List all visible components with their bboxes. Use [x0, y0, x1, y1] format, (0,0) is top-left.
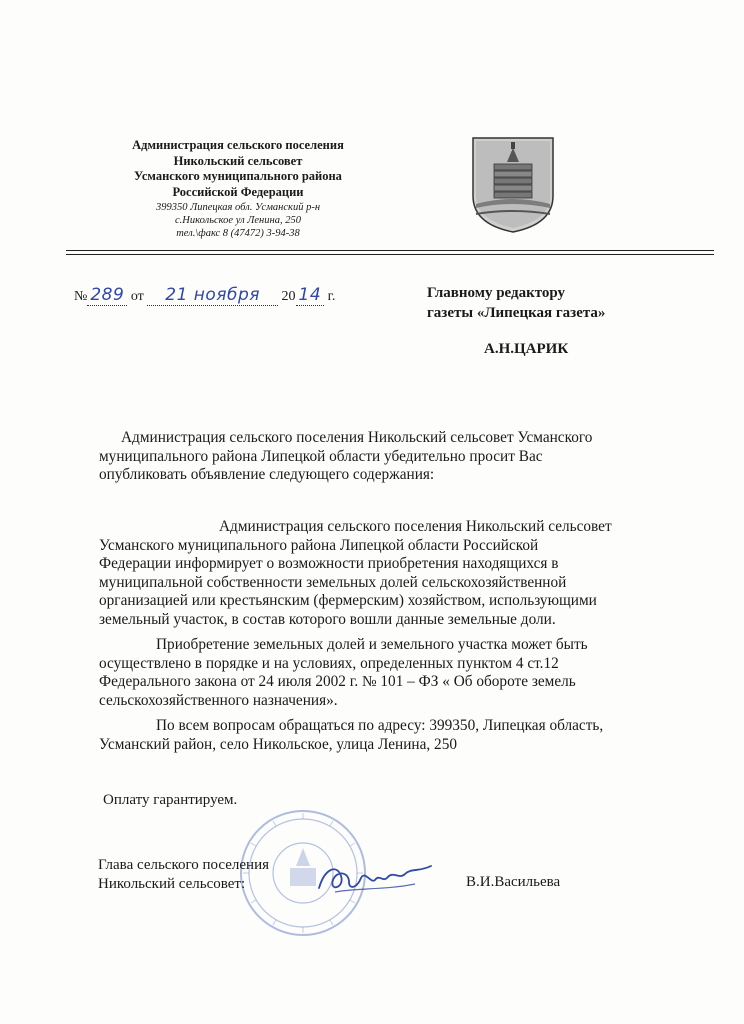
contact-paragraph [99, 717, 689, 754]
from-label: от [130, 289, 144, 304]
address-line: тел.\факс 8 (47472) 3-94-38 [176, 228, 300, 239]
org-line: Усманского муниципального района [134, 169, 342, 183]
text-line: земельный участок, в состав которого вошли данные земельные доли. [99, 610, 556, 628]
address-line: с.Никольское ул Ленина, 250 [175, 215, 301, 226]
addressee-name: А.Н.ЦАРИК [484, 341, 569, 357]
header-divider-thin [66, 254, 714, 255]
text-line: Приобретение земельных долей и земельного участка может быть [156, 636, 588, 653]
number-sign: № [74, 289, 88, 304]
org-line: Никольский сельсовет [173, 153, 303, 168]
text-line: Федерации информирует о возможности приобретения находящихся в [99, 555, 559, 573]
signatory-title [98, 856, 269, 893]
handwritten-signature-icon [315, 858, 435, 898]
text-line: муниципального района Липецкой области убедительно просит Вас [99, 447, 543, 465]
text-line: организацией или крестьянским (фермерским) хозяйством, использующими [99, 592, 597, 610]
document-year: 14 [296, 285, 325, 306]
document-number: 289 [87, 285, 127, 306]
title-line: Глава сельского поселения [98, 857, 270, 873]
org-line: Администрация сельского поселения [132, 138, 344, 152]
addressee-block [427, 283, 605, 323]
text-line: опубликовать объявление следующего содержания: [99, 466, 435, 484]
text-line: муниципальной собственности земельных долей сельскохозяйственной [99, 573, 567, 591]
text-line: Администрация сельского поселения Никольский сельсовет [219, 518, 612, 535]
text-line: Федерального закона от 24 июля 2002 г. № 101 – ФЗ « Об обороте земель [99, 673, 576, 691]
text-line: Усманский район, село Никольское, улица Ленина, 250 [99, 735, 457, 753]
law-paragraph [99, 636, 689, 710]
text-line: Усманского муниципального района Липецкой области Российской [99, 536, 539, 554]
intro-paragraph [99, 429, 689, 485]
signatory-name: В.И.Васильева [466, 874, 561, 890]
addressee-line: Главному редактору [427, 285, 566, 301]
registration-line [74, 285, 335, 305]
year-suffix: г. [327, 289, 336, 304]
organization-name [98, 138, 378, 200]
organization-address [98, 201, 378, 240]
title-line: Никольский сельсовет: [98, 875, 246, 892]
year-prefix: 20 [281, 289, 296, 304]
header-divider [66, 250, 714, 251]
text-line: осуществлено в порядке и на условиях, определенных пунктом 4 ст.12 [99, 654, 559, 672]
text-line: Администрация сельского поселения Никольский сельсовет Усманского [121, 429, 593, 446]
announcement-paragraph [99, 518, 689, 630]
text-line: По всем вопросам обращаться по адресу: 399350, Липецкая область, [156, 717, 604, 734]
coat-of-arms-icon [470, 134, 556, 234]
text-line: сельскохозяйственного назначения». [99, 691, 338, 709]
addressee-line: газеты «Липецкая газета» [427, 305, 606, 321]
payment-note: Оплату гарантируем. [103, 792, 238, 808]
document-date: 21 ноября [147, 285, 278, 306]
org-line: Российской Федерации [172, 184, 304, 199]
address-line: 399350 Липецкая обл. Усманский р-н [155, 202, 321, 213]
